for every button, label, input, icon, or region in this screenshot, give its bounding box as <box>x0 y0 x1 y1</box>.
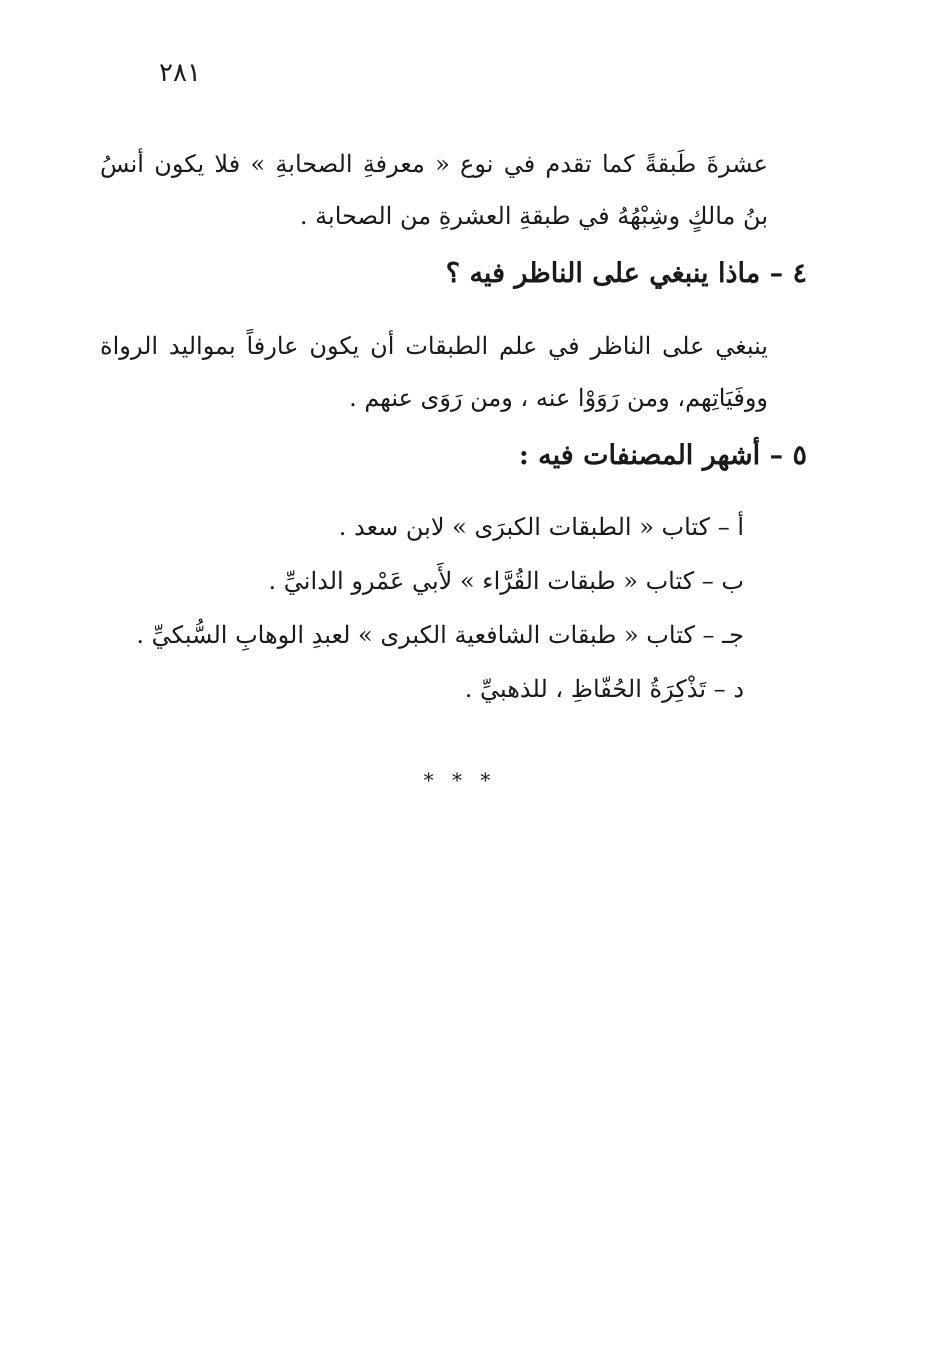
page-number: ٢٨١ <box>159 58 201 88</box>
list-item: ب – كتاب « طبقات القُرَّاء » لأَبي عَمْرو الدانيِّ . <box>268 567 744 595</box>
paragraph-tabaqat-sahaba: عشرةَ طَبقةً كما تقدم في نوع « معرفةِ الصحابةِ » فلا يكون أنسُ بنُ مالكٍ وشِبْهُهُ في طبقةِ العشرةِ من الصحابة . <box>100 150 768 230</box>
list-item: د – تَذْكِرَةُ الحُفّاظِ ، للذهبيِّ . <box>464 675 744 703</box>
list-item: أ – كتاب « الطبقات الكبرَى » لابن سعد . <box>338 513 744 541</box>
paragraph-what-to-know: ينبغي على الناظر في علم الطبقات أن يكون عارفاً بمواليد الرواة ووفَيَاتِهم، ومن رَوَوْا عنه ، ومن رَوَى عنهم . <box>100 332 768 412</box>
works-list <box>84 500 744 716</box>
section-heading-5: ٥ – أشهر المصنفات فيه : <box>518 440 807 471</box>
section-separator: * * * <box>423 768 497 792</box>
section-heading-4: ٤ – ماذا ينبغي على الناظر فيه ؟ <box>445 258 807 289</box>
list-item: جـ – كتاب « طبقات الشافعية الكبرى » لعبدِ الوهابِ السُّبكيِّ . <box>136 621 744 649</box>
